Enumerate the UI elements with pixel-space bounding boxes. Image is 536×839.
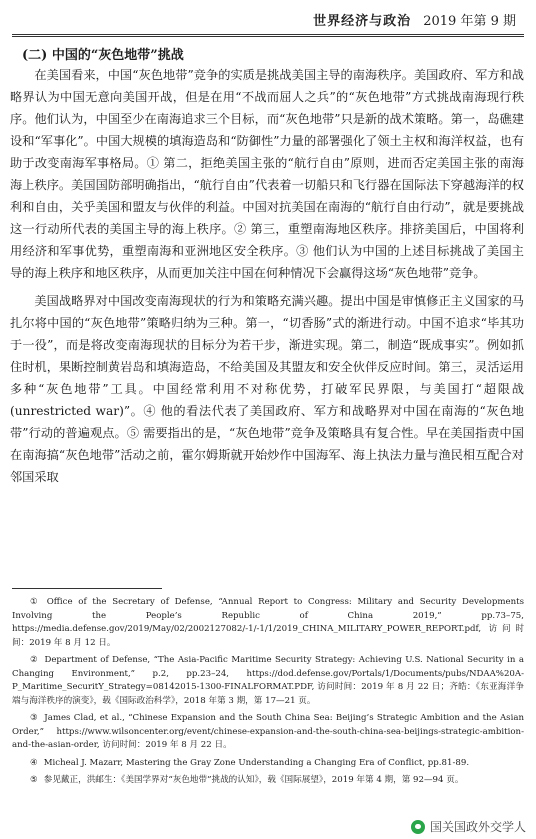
journal-name: 世界经济与政治 <box>313 14 412 29</box>
footnote-divider <box>12 588 162 589</box>
footnote <box>12 596 524 650</box>
header-rule-secondary <box>12 36 524 37</box>
footnote-text: James Clad, et al., “Chinese Expansion and the South China Sea: Beijing’s Strategic Ambition and the Asian Order,” https://www.wilsoncenter.org/event/chinese-expansion-and-the-south-china-sea-beijings-strategic-ambition-and-the-asian-order, 访问时间：2019 年 8 月 22 日。 <box>12 713 524 750</box>
footnote <box>12 654 524 708</box>
footnote-number: ⑤ <box>30 775 38 785</box>
footnotes <box>12 596 524 792</box>
wechat-icon <box>411 820 425 834</box>
watermark <box>411 818 526 835</box>
paragraph: 在美国看来，中国“灰色地带”竞争的实质是挑战美国主导的南海秩序。美国政府、军方和战略界认为中国无意向美国开战，但是在用“不战而屈人之兵”的“灰色地带”方式挑战南海现行秩序。他们认为，中国至少在南海追求三个目标，而“灰色地带”只是新的战术策略。第一，岛礁建设和“军事化”。中国大规模的填海造岛和“防御性”力量的部署强化了领土主权和海洋权益，也有助于改变南海军事格局。① 第二，拒绝美国主张的“航行自由”原则，进而否定美国主张的南海海上秩序。美国国防部明确指出，“航行自由”代表着一切船只和飞行器在国际法下穿越海洋的权利和自由，关乎美国和盟友与伙伴的利益。中国对抗美国在南海的“航行自由行动”，就是要挑战这一行动所代表的美国主导的海上秩序。② 第三，重塑南海地区秩序。排挤美国后，中国将利用经济和军事优势，重塑南海和亚洲地区安全秩序。③ 他们认为中国的上述目标挑战了美国主导的海上秩序和地区秩序，从而更加关注中国在何种情况下会赢得这场“灰色地带”竞争。 <box>10 68 524 280</box>
header-rule <box>12 34 524 35</box>
footnote-number: ① <box>30 597 41 607</box>
watermark-text: 国关国政外交学人 <box>429 820 526 834</box>
footnote <box>12 774 524 788</box>
section-title: (二) 中国的“灰色地带”挑战 <box>22 48 184 63</box>
footnote-text: Office of the Secretary of Defense, “Annual Report to Congress: Military and Security Developments Involving the People’s Republic of China 2019,” pp.73–75, https://media.defense.gov/2019/May/02/2002127082/-1/-1/1/2019_CHINA_MILITARY_POWER_REPORT.pdf, 访问时间：2019 年 8 月 12 日。 <box>12 597 524 648</box>
footnote-text: 参见戴正，洪邮生：《美国学界对“灰色地带”挑战的认知》，载《国际展望》，2019 年第 4 期，第 92—94 页。 <box>43 775 464 785</box>
paragraph: 美国战略界对中国改变南海现状的行为和策略充满兴趣。提出中国是审慎修正主义国家的马扎尔将中国的“灰色地带”策略归纳为三种。第一，“切香肠”式的渐进行动。中国不追求“毕其功于一役”，而是将改变南海现状的目标分为若干步，渐进实现。第二，制造“既成事实”。例如抓住时机，果断控制黄岩岛和填海造岛，不给美国及其盟友和安全伙伴反应时间。第三，灵活运用多种“灰色地带”工具。中国经常利用不对称优势，打破军民界限，与美国打“超限战(unrestricted war)”。④ 他的看法代表了美国政府、军方和战略界对中国在南海的“灰色地带”行动的普遍观点。⑤ 需要指出的是，“灰色地带”竞争及策略具有复合性。早在美国指责中国在南海搞“灰色地带”活动之前，霍尔姆斯就开始炒作中国海军、海上执法力量与渔民相互配合对邻国采取 <box>10 294 524 484</box>
footnote-number: ③ <box>30 713 39 723</box>
footnote-text: Micheal J. Mazarr, Mastering the Gray Zone Understanding a Changing Era of Conflict, pp.81-89. <box>43 757 470 768</box>
footnote-number: ④ <box>30 757 38 768</box>
body-text <box>10 64 524 488</box>
footnote-text: Department of Defense, “The Asia-Pacific Maritime Security Strategy: Achieving U.S. National Security in a Changing Environment,” p.2, pp.23–24, https://dod.defense.gov/Portals/1/Documents/pubs/NDAA%20A-P_Maritime_SecuritY_Strategy=08142015-1300-FINALFORMAT.PDF, 访问时间：2019 年 8 月 22 日；齐皓：《东亚海洋争端与海洋秩序的演变》，载《国际政治科学》，2018 年第 3 期，第 17—21 页。 <box>12 655 524 706</box>
footnote <box>12 757 524 771</box>
footnote <box>12 712 524 753</box>
issue-number: 2019 年第 9 期 <box>423 14 516 29</box>
footnote-number: ② <box>30 655 39 665</box>
page-header <box>0 10 516 29</box>
